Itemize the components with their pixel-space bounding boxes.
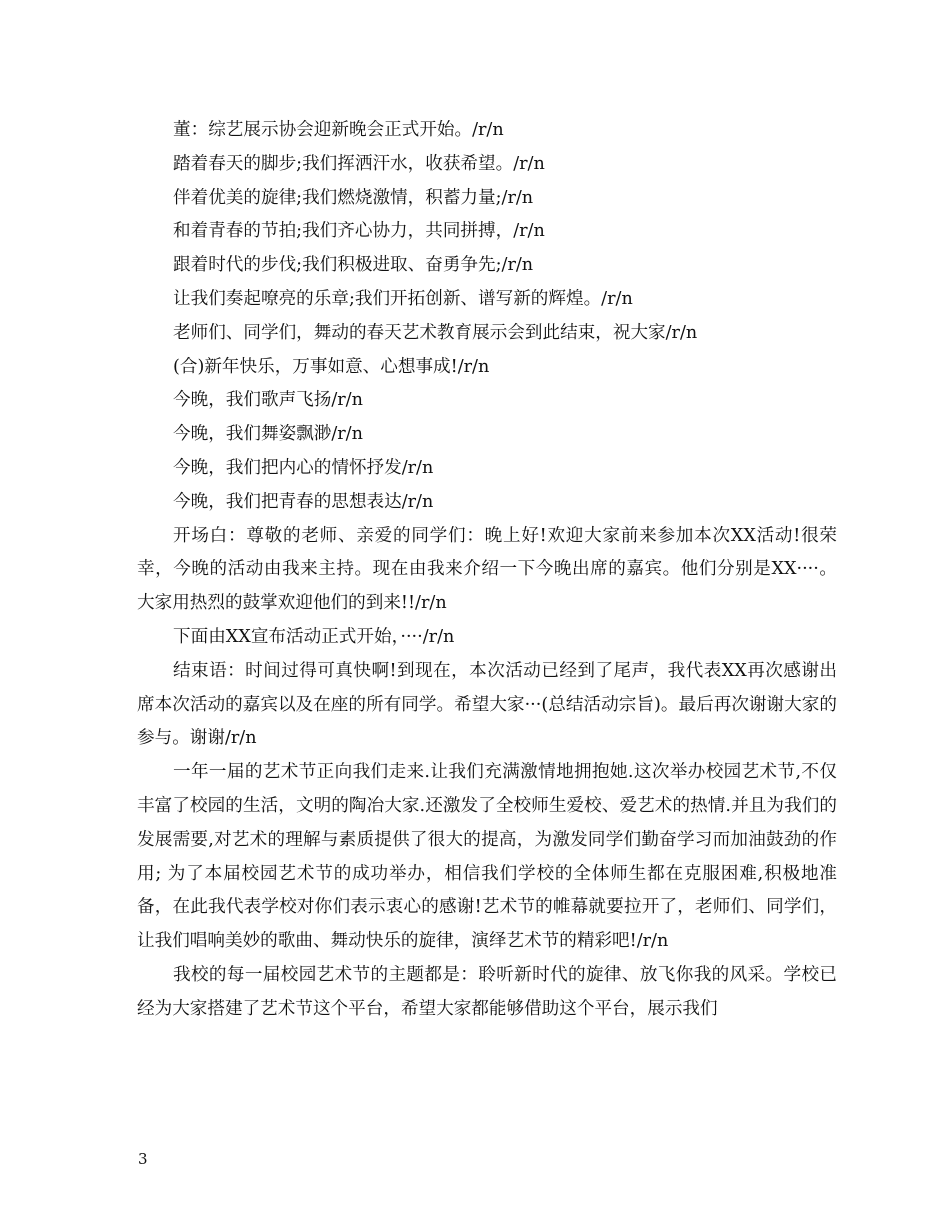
page-number: 3 [138, 1150, 148, 1168]
paragraph-closing-remarks: 结束语：时间过得可真快啊!到现在，本次活动已经到了尾声，我代表XX再次感谢出席本次活动的嘉宾以及在座的所有同学。希望大家···(总结活动宗旨)。最后再次谢谢大家的参与。谢谢/r/n [137, 660, 837, 749]
paragraph-tonight-thoughts: 今晚，我们把青春的思想表达/r/n [173, 491, 434, 512]
paragraph-new-year: (合)新年快乐，万事如意、心想事成!/r/n [173, 356, 490, 377]
paragraph-music-chapter: 让我们奏起嘹亮的乐章;我们开拓创新、谱写新的辉煌。/r/n [173, 288, 633, 309]
paragraph-youth-rhythm: 和着青春的节拍;我们齐心协力，共同拼搏，/r/n [173, 221, 545, 242]
paragraph-melody: 伴着优美的旋律;我们燃烧激情，积蓄力量;/r/n [173, 187, 534, 208]
paragraph-art-festival: 一年一届的艺术节正向我们走来.让我们充满激情地拥抱她.这次举办校园艺术节,不仅丰富了校园的生活，文明的陶冶大家.还激发了全校师生爱校、爱艺术的热情.并且为我们的发展需要,对艺术的理解与素质提供了很大的提高，为激发同学们勤奋学习而加油鼓劲的作用; 为了本届校园艺术节的成功举办，相信我们学校的全体师生都在克服困难,积极地准备，在此我代表学校对你们表示衷心的感谢!艺术节的帷幕就要拉开了，老师们、同学们，让我们唱响美妙的歌曲、舞动快乐的旋律，演绎艺术节的精彩吧!/r/n [137, 762, 837, 952]
paragraph-announcement: 下面由XX宣布活动正式开始，····/r/n [173, 626, 455, 647]
paragraph-festival-theme: 我校的每一届校园艺术节的主题都是：聆听新时代的旋律、放飞你我的风采。学校已经为大家搭建了艺术节这个平台，希望大家都能够借助这个平台，展示我们 [137, 964, 837, 1019]
paragraph-spring-steps: 踏着春天的脚步;我们挥洒汗水，收获希望。/r/n [173, 153, 545, 174]
document-body [137, 114, 837, 1027]
paragraph-tonight-feelings: 今晚，我们把内心的情怀抒发/r/n [173, 457, 434, 478]
paragraph-times-pace: 跟着时代的步伐;我们积极进取、奋勇争先;/r/n [173, 255, 534, 276]
paragraph-opening-line: 董：综艺展示协会迎新晚会正式开始。/r/n [173, 120, 504, 140]
paragraph-closing-wish: 老师们、同学们，舞动的春天艺术教育展示会到此结束，祝大家/r/n [173, 322, 698, 343]
paragraph-opening-remarks: 开场白：尊敬的老师、亲爱的同学们：晚上好!欢迎大家前来参加本次XX活动!很荣幸，今晚的活动由我来主持。现在由我来介绍一下今晚出席的嘉宾。他们分别是XX····。 大家用热烈的鼓掌欢迎他们的到来!!/r/n [137, 525, 837, 614]
paragraph-tonight-songs: 今晚，我们歌声飞扬/r/n [173, 390, 363, 411]
paragraph-tonight-dance: 今晚，我们舞姿飘渺/r/n [173, 424, 363, 445]
